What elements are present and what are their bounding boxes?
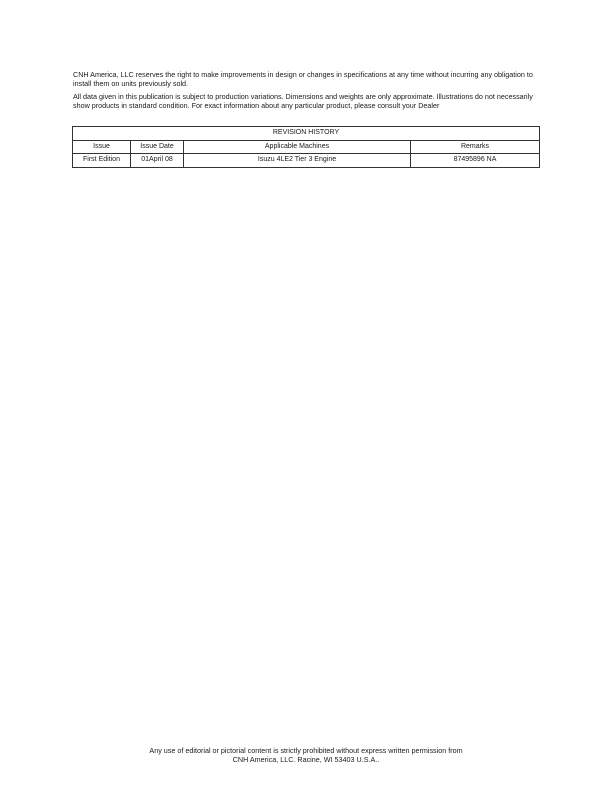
copyright-footer	[0, 746, 612, 764]
footer-line-2: CNH America, LLC. Racine, WI 53403 U.S.A..	[232, 755, 380, 764]
cell-issue: First Edition	[73, 154, 131, 168]
table-row	[73, 154, 540, 168]
header-applicable-machines: Applicable Machines	[184, 140, 411, 154]
table-header-row	[73, 140, 540, 154]
cell-issue-date: 01April 08	[131, 154, 184, 168]
header-issue-date: Issue Date	[131, 140, 184, 154]
table-title-row	[73, 127, 540, 141]
cell-applicable-machines: Isuzu 4LE2 Tier 3 Engine	[184, 154, 411, 168]
revision-history-title: REVISION HISTORY	[73, 127, 540, 141]
cell-remarks: 87495896 NA	[411, 154, 540, 168]
revision-history-table	[72, 126, 540, 168]
header-issue: Issue	[73, 140, 131, 154]
header-remarks: Remarks	[411, 140, 540, 154]
data-disclaimer: All data given in this publication is subject to production variations. Dimensions and weights are only approximate. Illustrations do not necessarily show products in standard condition. For exact information about any particular product, please consult your Dealer	[73, 92, 533, 110]
footer-line-1: Any use of editorial or pictorial content is strictly prohibited without express written permission from	[149, 746, 463, 755]
rights-notice: CNH America, LLC reserves the right to make improvements in design or changes in specifications at any time without incurring any obligation to install them on units previously sold.	[73, 70, 533, 88]
